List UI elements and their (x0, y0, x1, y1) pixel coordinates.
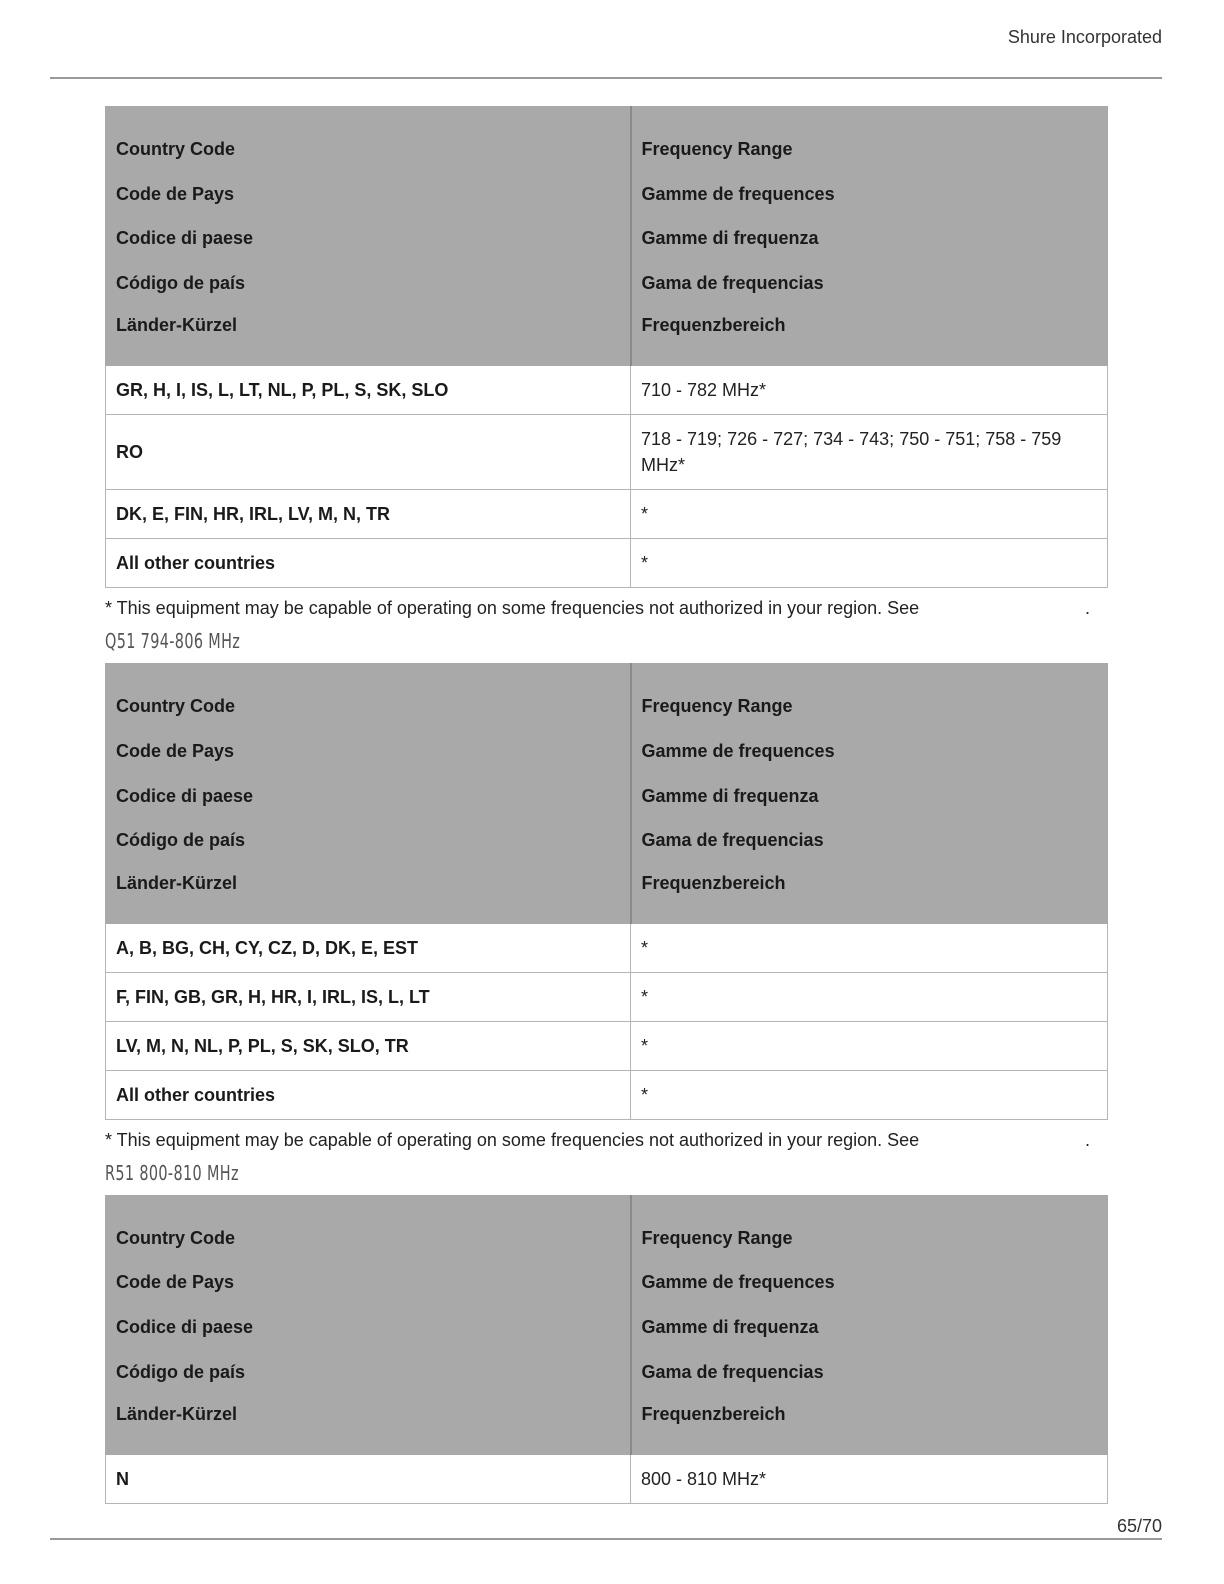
range-cell: * (631, 972, 1108, 1021)
footnote-text: * This equipment may be capable of operating on some frequencies not authorized in your region. See (105, 1129, 920, 1150)
header-label: Länder-Kürzel (116, 872, 238, 893)
header-label: Code de Pays (116, 740, 235, 761)
footnote (105, 1129, 1105, 1151)
range-cell: 800 - 810 MHz* (631, 1455, 1108, 1504)
header-label: Codice di paese (116, 785, 254, 806)
table-header-row (106, 1195, 1108, 1454)
table-row (106, 1021, 1108, 1070)
range-cell: * (631, 539, 1108, 588)
header-label: Country Code (116, 139, 235, 159)
table-row (106, 415, 1108, 490)
header-label: Código de país (116, 272, 246, 293)
table-row (106, 1455, 1108, 1504)
table-row (106, 539, 1108, 588)
page-footer (50, 1508, 1162, 1540)
header-label: Gamme di frequenza (641, 228, 819, 249)
country-cell: All other countries (106, 539, 631, 588)
table-row (106, 1070, 1108, 1119)
header-label: Länder-Kürzel (116, 315, 238, 336)
frequency-table-3 (105, 1195, 1108, 1504)
country-code-header (106, 107, 631, 366)
table-header-row (106, 664, 1108, 923)
header-label: Gamme de frequences (641, 1272, 835, 1293)
section-title-r51: R51 800-810 MHz (105, 1160, 239, 1185)
frequency-range-header (631, 664, 1108, 923)
section-title-q51: Q51 794-806 MHz (105, 629, 241, 654)
range-cell: * (631, 1021, 1108, 1070)
range-cell: * (631, 1070, 1108, 1119)
country-cell: All other countries (106, 1070, 631, 1119)
footnote-text: * This equipment may be capable of operating on some frequencies not authorized in your region. See (105, 598, 920, 619)
frequency-range-header (631, 1195, 1108, 1454)
table-row (106, 490, 1108, 539)
country-cell: LV, M, N, NL, P, PL, S, SK, SLO, TR (106, 1021, 631, 1070)
country-cell: N (106, 1455, 631, 1504)
page-number: 65/70 (1116, 1516, 1162, 1536)
header-label: Frequenzbereich (641, 315, 786, 336)
table-row (106, 923, 1108, 972)
frequency-table-2 (105, 663, 1108, 1119)
header-label: Frequenzbereich (641, 872, 786, 893)
country-cell: GR, H, I, IS, L, LT, NL, P, PL, S, SK, SLO (106, 366, 631, 415)
header-label: Gamme di frequenza (641, 1316, 819, 1337)
country-code-header (106, 664, 631, 923)
header-label: Länder-Kürzel (116, 1404, 238, 1425)
range-cell: 710 - 782 MHz* (631, 366, 1108, 415)
country-code-header (106, 1195, 631, 1454)
header-label: Codice di paese (116, 228, 254, 249)
header-label: Gama de frequencias (641, 1361, 824, 1382)
table-row (106, 366, 1108, 415)
footnote-end: . (1085, 598, 1091, 619)
page-content (105, 106, 1107, 1504)
header-label: Código de país (116, 1361, 246, 1382)
header-label: Country Code (116, 696, 235, 717)
header-label: Code de Pays (116, 1272, 235, 1293)
range-cell: 718 - 719; 726 - 727; 734 - 743; 750 - 751; 758 - 759 MHz* (631, 415, 1108, 490)
header-label: Gama de frequencias (641, 272, 824, 293)
country-cell: A, B, BG, CH, CY, CZ, D, DK, E, EST (106, 923, 631, 972)
country-cell: DK, E, FIN, HR, IRL, LV, M, N, TR (106, 490, 631, 539)
header-label: Frequenzbereich (641, 1404, 786, 1425)
page-header (50, 0, 1162, 79)
company-name: Shure Incorporated (1007, 27, 1162, 47)
header-label: Gamme de frequences (641, 740, 835, 761)
header-label: Frequency Range (641, 696, 793, 717)
header-label: Gamme di frequenza (641, 785, 819, 806)
footnote-end: . (1085, 1129, 1091, 1150)
header-label: Country Code (116, 1227, 235, 1248)
table-row (106, 972, 1108, 1021)
country-cell: RO (106, 415, 631, 490)
range-cell: * (631, 490, 1108, 539)
header-label: Frequency Range (641, 139, 793, 159)
frequency-range-header (631, 107, 1108, 366)
header-label: Código de país (116, 830, 246, 851)
header-label: Frequency Range (641, 1227, 793, 1248)
header-label: Gama de frequencias (641, 830, 824, 851)
header-label: Gamme de frequences (641, 183, 835, 204)
frequency-table-1 (105, 106, 1108, 588)
table-header-row (106, 107, 1108, 366)
footnote (105, 597, 1105, 619)
header-label: Codice di paese (116, 1316, 254, 1337)
country-cell: F, FIN, GB, GR, H, HR, I, IRL, IS, L, LT (106, 972, 631, 1021)
header-label: Code de Pays (116, 183, 235, 204)
range-cell: * (631, 923, 1108, 972)
